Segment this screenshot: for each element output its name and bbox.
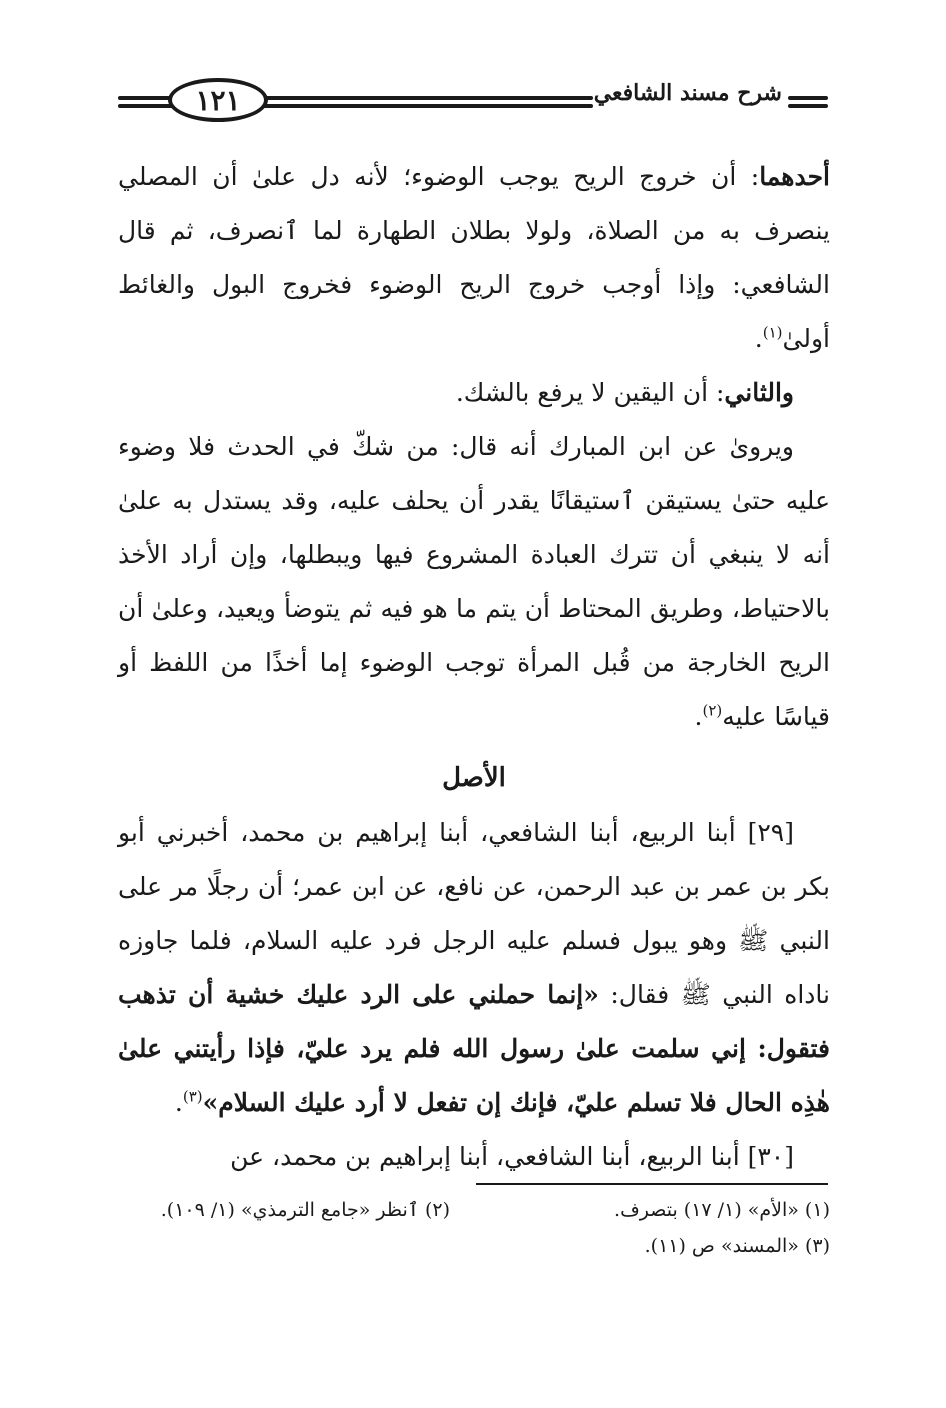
footnote-2: (٢) ٱنظر «جامع الترمذي» (١/ ١٠٩). [160, 1199, 450, 1221]
footnote-ref: (٢) [702, 701, 723, 720]
paragraph-text: [٢٩] أبنا الربيع، أبنا الشافعي، أبنا إبراهيم بن محمد، أخبرني أبو بكر بن عمر بن عبد الرحمن، عن نافع، عن ابن عمر؛ أن رجلًا مر على النبي ﷺ وهو يبول فسلم عليه الرجل فرد عليه السلام، فلما جاوزه ناداه النبي ﷺ فقال: [118, 818, 830, 1009]
paragraph-first [118, 150, 830, 366]
paragraph-commentary [118, 420, 830, 744]
footnotes [118, 1193, 830, 1283]
footnote-ref: (١) [762, 323, 783, 342]
header-rule [788, 104, 828, 108]
period: . [754, 324, 763, 353]
footnote-1: (١) «الأم» (١/ ١٧) بتصرف. [614, 1199, 830, 1221]
footnote-rule [476, 1183, 828, 1185]
section-heading: الأصل [442, 763, 506, 793]
header-rule [255, 104, 593, 108]
paragraph-text: ويروىٰ عن ابن المبارك أنه قال: من شكّ في الحدث فلا وضوء عليه حتىٰ يستيقن ٱستيقانًا يقدر أن يحلف عليه، وقد يستدل به علىٰ أنه لا ينبغي أن تترك العبادة المشروع فيها ويبطلها، وإن أراد الأخذ بالاحتياط، وطريق المحتاط أن يتم ما هو فيه ثم يتوضأ ويعيد، وعلىٰ أن الريح الخارجة من قُبل المرأة توجب الوضوء إما أخذًا من اللفظ أو قياسًا عليه [118, 432, 830, 731]
header-rule [255, 96, 593, 100]
term-second: والثاني [724, 378, 794, 407]
paragraph-text: : أن اليقين لا يرفع بالشك. [455, 378, 725, 407]
hadith-29 [118, 806, 830, 1130]
page-number: ١٢١ [168, 78, 268, 122]
paragraph-text: [٣٠] أبنا الربيع، أبنا الشافعي، أبنا إبراهيم بن محمد، عن [230, 1142, 794, 1171]
header-rule [788, 96, 828, 100]
running-title: شرح مسند الشافعي [593, 80, 782, 106]
footnote-ref: (٣) [182, 1087, 203, 1106]
hadith-quote: «إنما حملني على الرد عليك خشية أن تذهب فتقول: إني سلمت علىٰ رسول الله فلم يرد عليّ، فإذا رأيتني علىٰ هٰذِه الحال فلا تسلم عليّ، فإنك إن تفعل لا أرد عليك السلام» [118, 980, 830, 1117]
page-header [118, 74, 828, 130]
period: . [694, 702, 703, 731]
paragraph-second [118, 366, 830, 420]
hadith-30 [118, 1130, 830, 1184]
term-first: أحدهما [759, 162, 830, 191]
main-text [118, 150, 830, 1184]
period: . [174, 1088, 183, 1117]
footnote-3: (٣) «المسند» ص (١١). [644, 1235, 830, 1257]
paragraph-text: : أن خروج الريح يوجب الوضوء؛ لأنه دل علىٰ أن المصلي ينصرف به من الصلاة، ولولا بطلان الطهارة لما ٱنصرف، ثم قال الشافعي: وإذا أوجب خروج الريح الوضوء فخروج البول والغائط أولىٰ [118, 162, 830, 353]
